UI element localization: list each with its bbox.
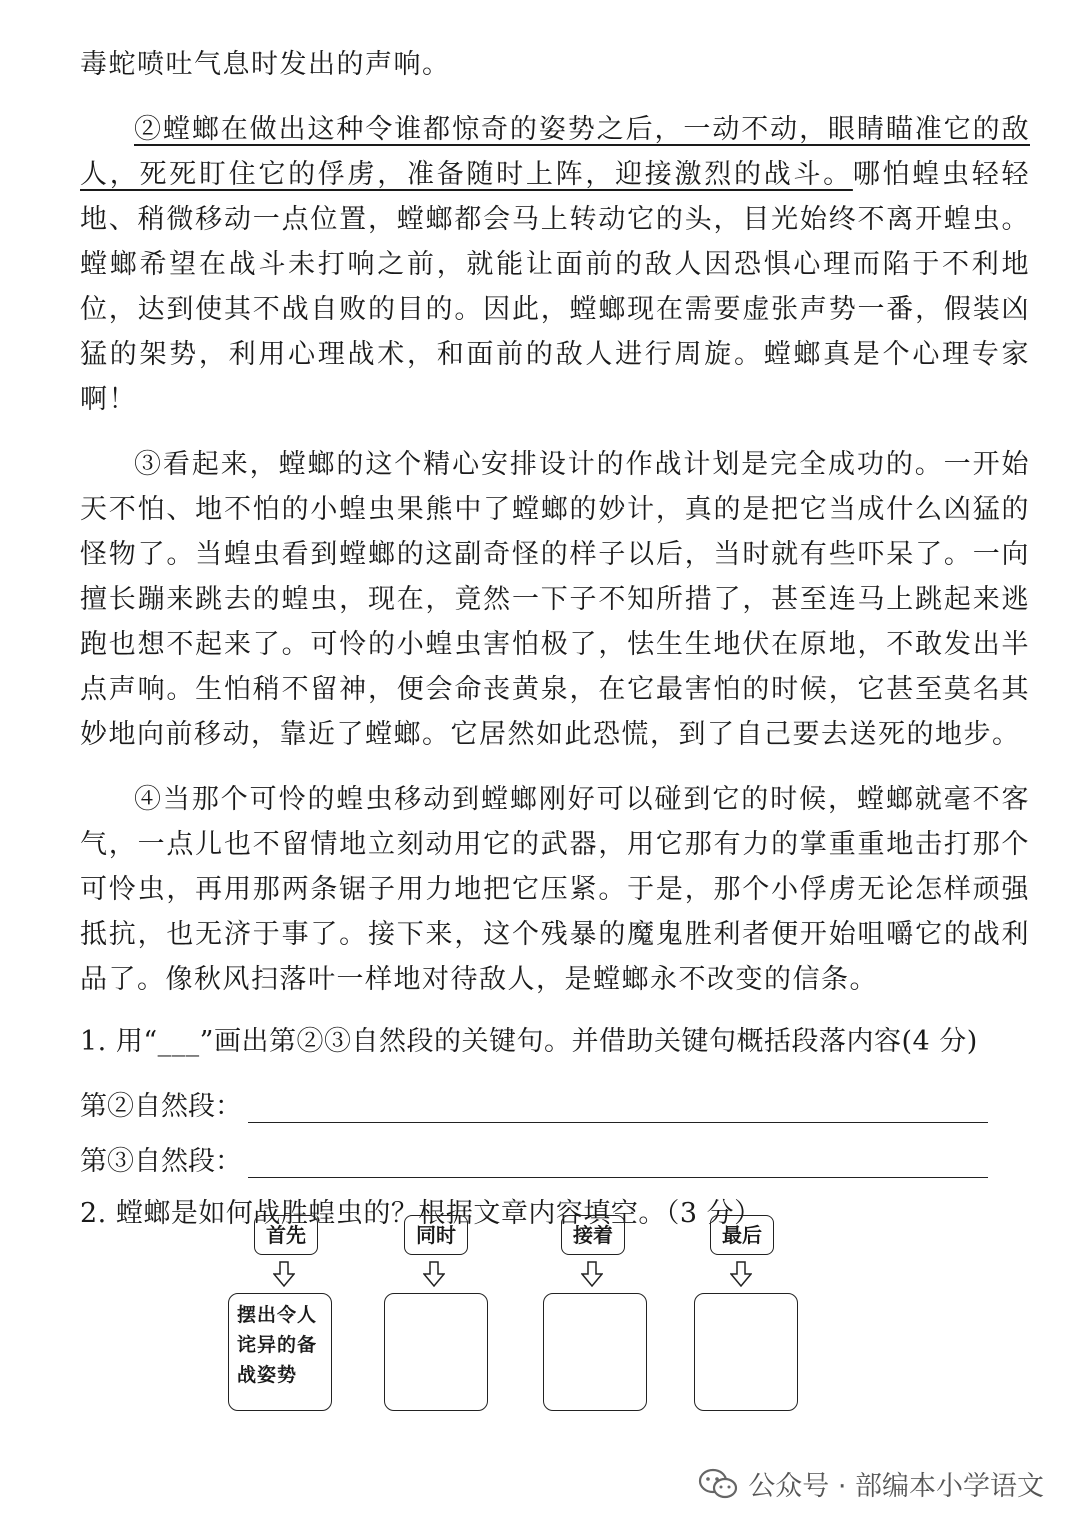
paragraph-2-key-sentence: ②螳螂在做出这种令谁都惊奇的姿势之后，一动不动，眼睛瞄准它的敌人，死死盯住它的俘虏，准备随时上阵，迎接激烈的战斗。 bbox=[80, 114, 1030, 190]
paragraph-4: ④当那个可怜的蝗虫移动到螳螂刚好可以碰到它的时候，螳螂就毫不客气，一点儿也不留情地立刻动用它的武器，用它那有力的掌重重地击打那个可怜虫，再用那两条锯子用力地把它压紧。于是，那个小俘虏无论怎样顽强抵抗，也无济于事了。接下来，这个残暴的魔鬼胜利者便开始咀嚼它的战利品了。像秋风扫落叶一样地对待敌人，是螳螂永不改变的信条。 bbox=[80, 784, 1030, 995]
flow-diagram bbox=[228, 1215, 808, 1425]
question-2: 2. 螳螂是如何战胜蝗虫的？根据文章内容填空。（3 分） bbox=[80, 1198, 762, 1229]
flow-step-3 bbox=[543, 1215, 653, 1415]
down-arrow-icon bbox=[423, 1261, 445, 1287]
answer-label-paragraph-2: 第②自然段： bbox=[80, 1091, 242, 1122]
flow-step-label: 首先 bbox=[254, 1215, 318, 1255]
question-1: 1. 用“___”画出第②③自然段的关键句。并借助关键句概括段落内容(4 分) bbox=[80, 1026, 978, 1057]
down-arrow-icon bbox=[730, 1261, 752, 1287]
flow-step-4 bbox=[694, 1215, 804, 1415]
worksheet-page bbox=[80, 42, 1030, 1240]
wechat-icon bbox=[698, 1468, 738, 1500]
flow-answer-box[interactable] bbox=[543, 1293, 647, 1411]
flow-step-1 bbox=[228, 1215, 338, 1415]
passage-line-top: 毒蛇喷吐气息时发出的声响。 bbox=[80, 49, 451, 80]
paragraph-2-rest: 哪怕蝗虫轻轻地、稍微移动一点位置，螳螂都会马上转动它的头，目光始终不离开蝗虫。螳螂希望在战斗未打响之前，就能让面前的敌人因恐惧心理而陷于不利地位，达到使其不战自败的目的。因此，螳螂现在需要虚张声势一番，假装凶猛的架势，利用心理战术，和面前的敌人进行周旋。螳螂真是个心理专家啊！ bbox=[80, 159, 1031, 415]
answer-row-paragraph-2 bbox=[80, 1068, 1030, 1123]
watermark-text: 公众号 · 部编本小学语文 bbox=[748, 1471, 1044, 1502]
flow-answer-box[interactable]: 摆出令人诧异的备战姿势 bbox=[228, 1293, 332, 1411]
paragraph-2 bbox=[80, 107, 1030, 422]
flow-step-label: 接着 bbox=[561, 1215, 625, 1255]
answer-line-paragraph-2[interactable] bbox=[248, 1086, 988, 1123]
flow-step-label: 同时 bbox=[404, 1215, 468, 1255]
flow-step-2 bbox=[384, 1215, 494, 1415]
watermark bbox=[698, 1464, 1044, 1503]
answer-line-paragraph-3[interactable] bbox=[248, 1141, 988, 1178]
down-arrow-icon bbox=[581, 1261, 603, 1287]
flow-answer-box[interactable] bbox=[384, 1293, 488, 1411]
answer-row-paragraph-3 bbox=[80, 1123, 1030, 1178]
flow-answer-box[interactable] bbox=[694, 1293, 798, 1411]
flow-step-label: 最后 bbox=[710, 1215, 774, 1255]
down-arrow-icon bbox=[273, 1261, 295, 1287]
paragraph-3: ③看起来，螳螂的这个精心安排设计的作战计划是完全成功的。一开始天不怕、地不怕的小蝗虫果熊中了螳螂的妙计，真的是把它当成什么凶猛的怪物了。当蝗虫看到螳螂的这副奇怪的样子以后，当时就有些吓呆了。一向擅长蹦来跳去的蝗虫，现在，竟然一下子不知所措了，甚至连马上跳起来逃跑也想不起来了。可怜的小蝗虫害怕极了，怯生生地伏在原地，不敢发出半点声响。生怕稍不留神，便会命丧黄泉，在它最害怕的时候，它甚至莫名其妙地向前移动，靠近了螳螂。它居然如此恐慌，到了自己要去送死的地步。 bbox=[80, 449, 1030, 750]
answer-label-paragraph-3: 第③自然段： bbox=[80, 1146, 242, 1177]
